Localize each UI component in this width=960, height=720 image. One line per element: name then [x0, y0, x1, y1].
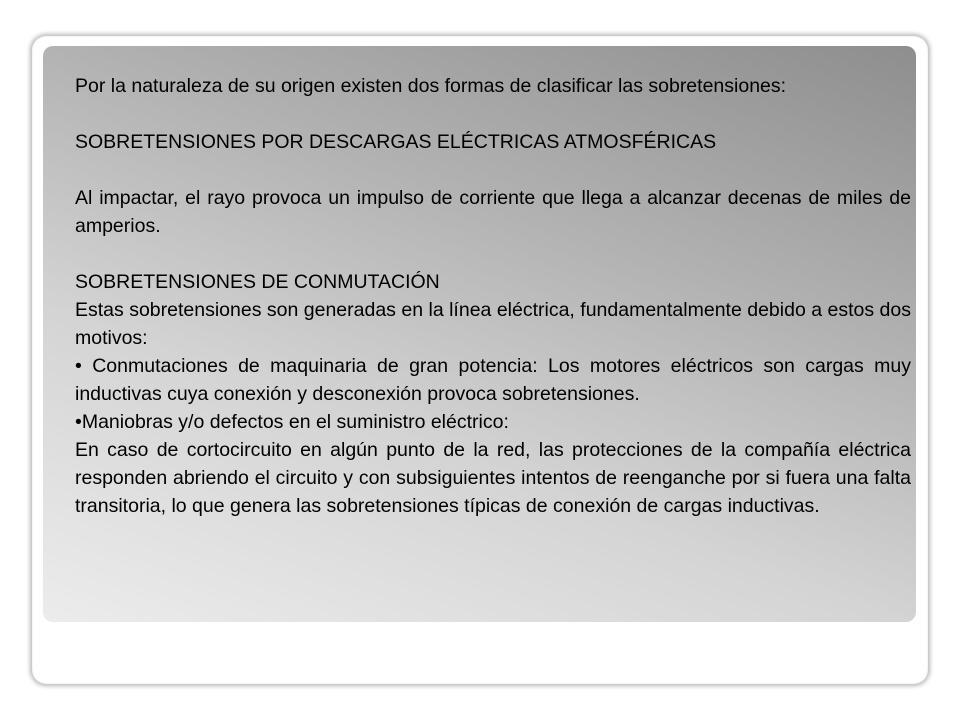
- heading-atmospheric: SOBRETENSIONES POR DESCARGAS ELÉCTRICAS ATMOSFÉRICAS: [75, 131, 717, 153]
- intro-paragraph: Por la naturaleza de su origen existen dos formas de clasificar las sobretensiones:: [75, 75, 787, 97]
- bullet-maneuvers: •Maniobras y/o defectos en el suministro eléctrico:: [75, 411, 509, 433]
- atmospheric-paragraph: Al impactar, el rayo provoca un impulso de corriente que llega a alcanzar decenas de miles de amperios.: [75, 187, 911, 237]
- spacer: [75, 100, 911, 128]
- heading-switching: SOBRETENSIONES DE CONMUTACIÓN: [75, 271, 440, 293]
- spacer: [75, 156, 911, 184]
- bullet-machinery: • Conmutaciones de maquinaria de gran potencia: Los motores eléctricos son cargas muy inductivas cuya conexión y desconexión provoca sobretensiones.: [75, 355, 911, 405]
- slide-text-body: [75, 72, 911, 520]
- short-circuit-paragraph: En caso de cortocircuito en algún punto de la red, las protecciones de la compañía eléctrica responden abriendo el circuito y con subsiguientes intentos de reenganche por si fuera una falta transitoria, lo que genera las sobretensiones típicas de conexión de cargas inductivas.: [75, 439, 911, 517]
- spacer: [75, 240, 911, 268]
- switching-paragraph: Estas sobretensiones son generadas en la línea eléctrica, fundamentalmente debido a estos dos motivos:: [75, 299, 911, 349]
